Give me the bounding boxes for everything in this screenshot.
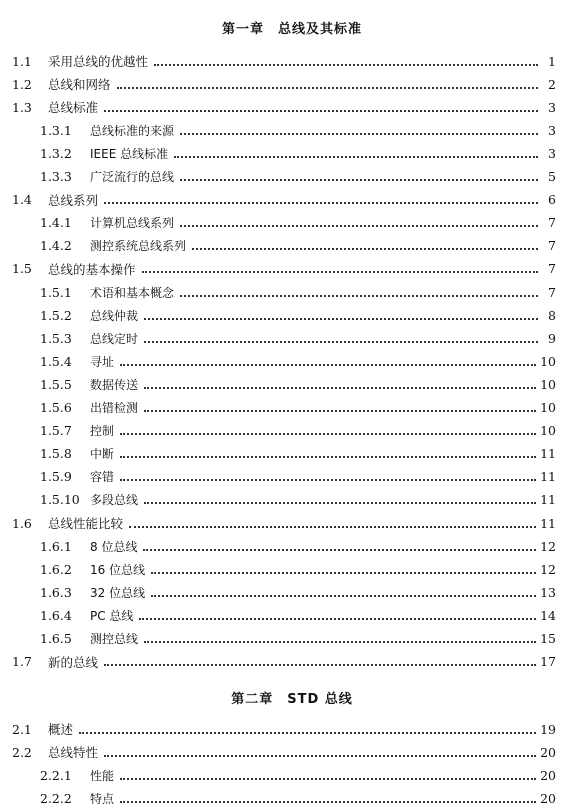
toc-entry[interactable] bbox=[40, 168, 556, 186]
page-number: 10 bbox=[540, 353, 556, 369]
toc-entry[interactable] bbox=[12, 720, 556, 738]
page-number: 11 bbox=[540, 446, 556, 462]
dot-leader bbox=[79, 731, 536, 734]
section-title: 总线仲裁 bbox=[90, 308, 139, 323]
toc-entry[interactable] bbox=[12, 743, 556, 761]
section-number: 1.5.8 bbox=[40, 446, 72, 462]
dot-leader bbox=[120, 455, 536, 458]
dot-leader bbox=[180, 132, 538, 135]
page-number: 19 bbox=[540, 721, 556, 737]
section-number: 1.5.5 bbox=[40, 376, 72, 392]
section-number: 1.4.1 bbox=[40, 215, 72, 231]
page-number: 5 bbox=[548, 169, 556, 184]
section-title: 总线标准 bbox=[48, 100, 99, 116]
page-number: 17 bbox=[540, 654, 556, 670]
section-number: 1.3.1 bbox=[40, 122, 72, 138]
dot-leader bbox=[143, 548, 536, 551]
section-title: 中断 bbox=[90, 447, 115, 462]
section-number: 1.5.7 bbox=[40, 423, 72, 439]
page-number: 20 bbox=[540, 790, 556, 806]
page-number: 12 bbox=[540, 538, 556, 554]
section-title: 特点 bbox=[90, 791, 115, 806]
section-number: 1.5.4 bbox=[40, 353, 72, 369]
dot-leader bbox=[144, 409, 536, 412]
dot-leader bbox=[104, 754, 536, 757]
section-title: 控制 bbox=[90, 424, 115, 439]
toc-entry[interactable] bbox=[12, 191, 556, 209]
dot-leader bbox=[192, 247, 538, 250]
dot-leader bbox=[144, 640, 536, 643]
section-number: 1.3.2 bbox=[40, 145, 72, 161]
section-title: 计算机总线系列 bbox=[90, 216, 175, 231]
section-title: 术语和基本概念 bbox=[90, 285, 175, 300]
section-number: 1.4 bbox=[12, 192, 32, 208]
section-title: 测控总线 bbox=[90, 632, 139, 646]
dot-leader bbox=[151, 571, 536, 574]
section-number: 1.4.2 bbox=[40, 238, 72, 254]
page-number: 3 bbox=[548, 122, 556, 138]
section-number: 1.5.3 bbox=[40, 330, 72, 346]
section-title: 容错 bbox=[90, 470, 115, 485]
dot-leader bbox=[120, 432, 536, 435]
section-number: 2.2.2 bbox=[40, 790, 72, 806]
toc-entry[interactable] bbox=[40, 375, 556, 393]
section-number: 2.2.1 bbox=[40, 767, 72, 783]
section-title: 数据传送 bbox=[90, 377, 139, 392]
section-title: 测控系统总线系列 bbox=[90, 239, 187, 254]
section-number: 1.6.5 bbox=[40, 631, 72, 646]
section-number: 1.5.9 bbox=[40, 469, 72, 485]
dot-leader bbox=[144, 501, 536, 504]
toc-entry[interactable] bbox=[40, 583, 556, 601]
dot-leader bbox=[151, 594, 536, 597]
dot-leader bbox=[154, 63, 538, 66]
page-number: 12 bbox=[540, 561, 556, 577]
section-number: 1.5.6 bbox=[40, 400, 72, 415]
section-number: 1.5.1 bbox=[40, 284, 72, 300]
chapter-title: 第二章 STD 总线 bbox=[231, 692, 353, 707]
toc-entry[interactable] bbox=[40, 237, 556, 255]
page-number: 10 bbox=[540, 376, 556, 392]
toc-entry[interactable] bbox=[40, 789, 556, 807]
section-number: 1.3.3 bbox=[40, 169, 72, 184]
page-number: 10 bbox=[540, 423, 556, 439]
dot-leader bbox=[120, 478, 536, 481]
dot-leader bbox=[120, 777, 536, 780]
section-number: 1.2 bbox=[12, 76, 32, 92]
section-number: 1.6.4 bbox=[40, 607, 72, 623]
toc-entry[interactable] bbox=[12, 98, 556, 116]
section-title: 性能 bbox=[90, 768, 115, 783]
section-number: 1.7 bbox=[12, 654, 32, 670]
section-title: 寻址 bbox=[90, 354, 115, 369]
dot-leader bbox=[120, 363, 536, 366]
section-title: 总线定时 bbox=[90, 331, 139, 346]
page-number: 7 bbox=[548, 261, 556, 277]
section-number: 1.6 bbox=[12, 515, 32, 531]
section-title: 16 位总线 bbox=[90, 562, 146, 577]
page-number: 1 bbox=[548, 53, 556, 69]
toc-entry[interactable] bbox=[40, 214, 556, 232]
section-title: PC 总线 bbox=[90, 608, 134, 623]
section-number: 1.5 bbox=[12, 261, 32, 277]
toc-entry[interactable] bbox=[12, 514, 556, 532]
toc-entry[interactable] bbox=[40, 491, 556, 509]
section-number: 1.5.2 bbox=[40, 307, 72, 323]
dot-leader bbox=[174, 155, 538, 158]
page-number: 14 bbox=[540, 607, 556, 623]
section-number: 1.6.1 bbox=[40, 538, 72, 554]
section-title: 总线特性 bbox=[48, 745, 99, 761]
chapter-title: 第一章 总线及其标准 bbox=[221, 22, 362, 37]
section-number: 2.1 bbox=[12, 721, 32, 737]
section-title: 广泛流行的总线 bbox=[90, 170, 175, 184]
toc-entry[interactable] bbox=[40, 445, 556, 463]
page-number: 6 bbox=[548, 192, 556, 208]
dot-leader bbox=[180, 224, 538, 227]
page-number: 15 bbox=[540, 631, 556, 646]
section-title: 概述 bbox=[48, 722, 74, 737]
toc-entry[interactable] bbox=[40, 422, 556, 440]
toc-entry[interactable] bbox=[12, 52, 556, 70]
section-number: 2.2 bbox=[12, 744, 32, 760]
toc-entry[interactable] bbox=[40, 537, 556, 555]
toc-entry[interactable] bbox=[40, 399, 556, 417]
toc-entry[interactable] bbox=[12, 260, 556, 278]
page-number: 13 bbox=[540, 584, 556, 600]
dot-leader bbox=[144, 340, 538, 343]
section-number: 1.6.2 bbox=[40, 561, 72, 577]
page-number: 7 bbox=[548, 215, 556, 231]
page-number: 7 bbox=[548, 238, 556, 254]
section-title: 总线性能比较 bbox=[48, 516, 124, 531]
section-number: 1.6.3 bbox=[40, 584, 72, 600]
toc-entry[interactable] bbox=[40, 606, 556, 624]
dot-leader bbox=[180, 294, 538, 297]
page-number: 10 bbox=[540, 400, 556, 415]
section-title: 32 位总线 bbox=[90, 585, 146, 600]
page-number: 7 bbox=[548, 284, 556, 300]
page-number: 8 bbox=[548, 307, 556, 323]
section-title: IEEE 总线标准 bbox=[90, 146, 169, 161]
page-number: 11 bbox=[540, 469, 556, 485]
page-number: 11 bbox=[540, 492, 556, 508]
section-title: 总线的基本操作 bbox=[48, 261, 136, 277]
section-title: 采用总线的优越性 bbox=[48, 54, 149, 69]
page-number: 2 bbox=[548, 76, 556, 92]
dot-leader bbox=[117, 86, 538, 89]
page-number: 20 bbox=[540, 767, 556, 783]
toc-entry[interactable] bbox=[40, 468, 556, 486]
page-number: 20 bbox=[540, 744, 556, 760]
section-title: 总线标准的来源 bbox=[90, 123, 175, 138]
dot-leader bbox=[144, 386, 536, 389]
dot-leader bbox=[129, 525, 536, 528]
toc-entry[interactable] bbox=[40, 121, 556, 139]
section-number: 1.5.10 bbox=[40, 492, 80, 508]
section-title: 8 位总线 bbox=[90, 539, 138, 554]
section-title: 总线系列 bbox=[48, 192, 99, 208]
section-title: 新的总线 bbox=[48, 654, 99, 670]
toc-entry[interactable] bbox=[40, 352, 556, 370]
toc-entry[interactable] bbox=[12, 653, 556, 671]
section-number: 1.3 bbox=[12, 99, 32, 115]
page-number: 3 bbox=[548, 99, 556, 115]
toc-entry[interactable] bbox=[40, 560, 556, 578]
dot-leader bbox=[142, 270, 538, 273]
section-title: 出错检测 bbox=[90, 401, 139, 415]
page-number: 11 bbox=[540, 515, 556, 531]
toc-entry[interactable] bbox=[40, 766, 556, 784]
toc-entry[interactable] bbox=[40, 329, 556, 347]
page-number: 9 bbox=[548, 330, 556, 346]
dot-leader bbox=[104, 663, 536, 666]
dot-leader bbox=[144, 317, 538, 320]
dot-leader bbox=[104, 201, 538, 204]
dot-leader bbox=[180, 178, 538, 181]
section-title: 多段总线 bbox=[90, 493, 139, 508]
toc-entry[interactable] bbox=[40, 144, 556, 162]
dot-leader bbox=[120, 800, 536, 803]
toc-entry[interactable] bbox=[40, 306, 556, 324]
section-number: 1.1 bbox=[12, 53, 32, 69]
section-title: 总线和网络 bbox=[48, 77, 111, 93]
toc-entry[interactable] bbox=[40, 283, 556, 301]
toc-entry[interactable] bbox=[40, 630, 556, 648]
dot-leader bbox=[104, 109, 538, 112]
toc-entry[interactable] bbox=[12, 75, 556, 93]
dot-leader bbox=[139, 617, 536, 620]
page-number: 3 bbox=[548, 145, 556, 161]
